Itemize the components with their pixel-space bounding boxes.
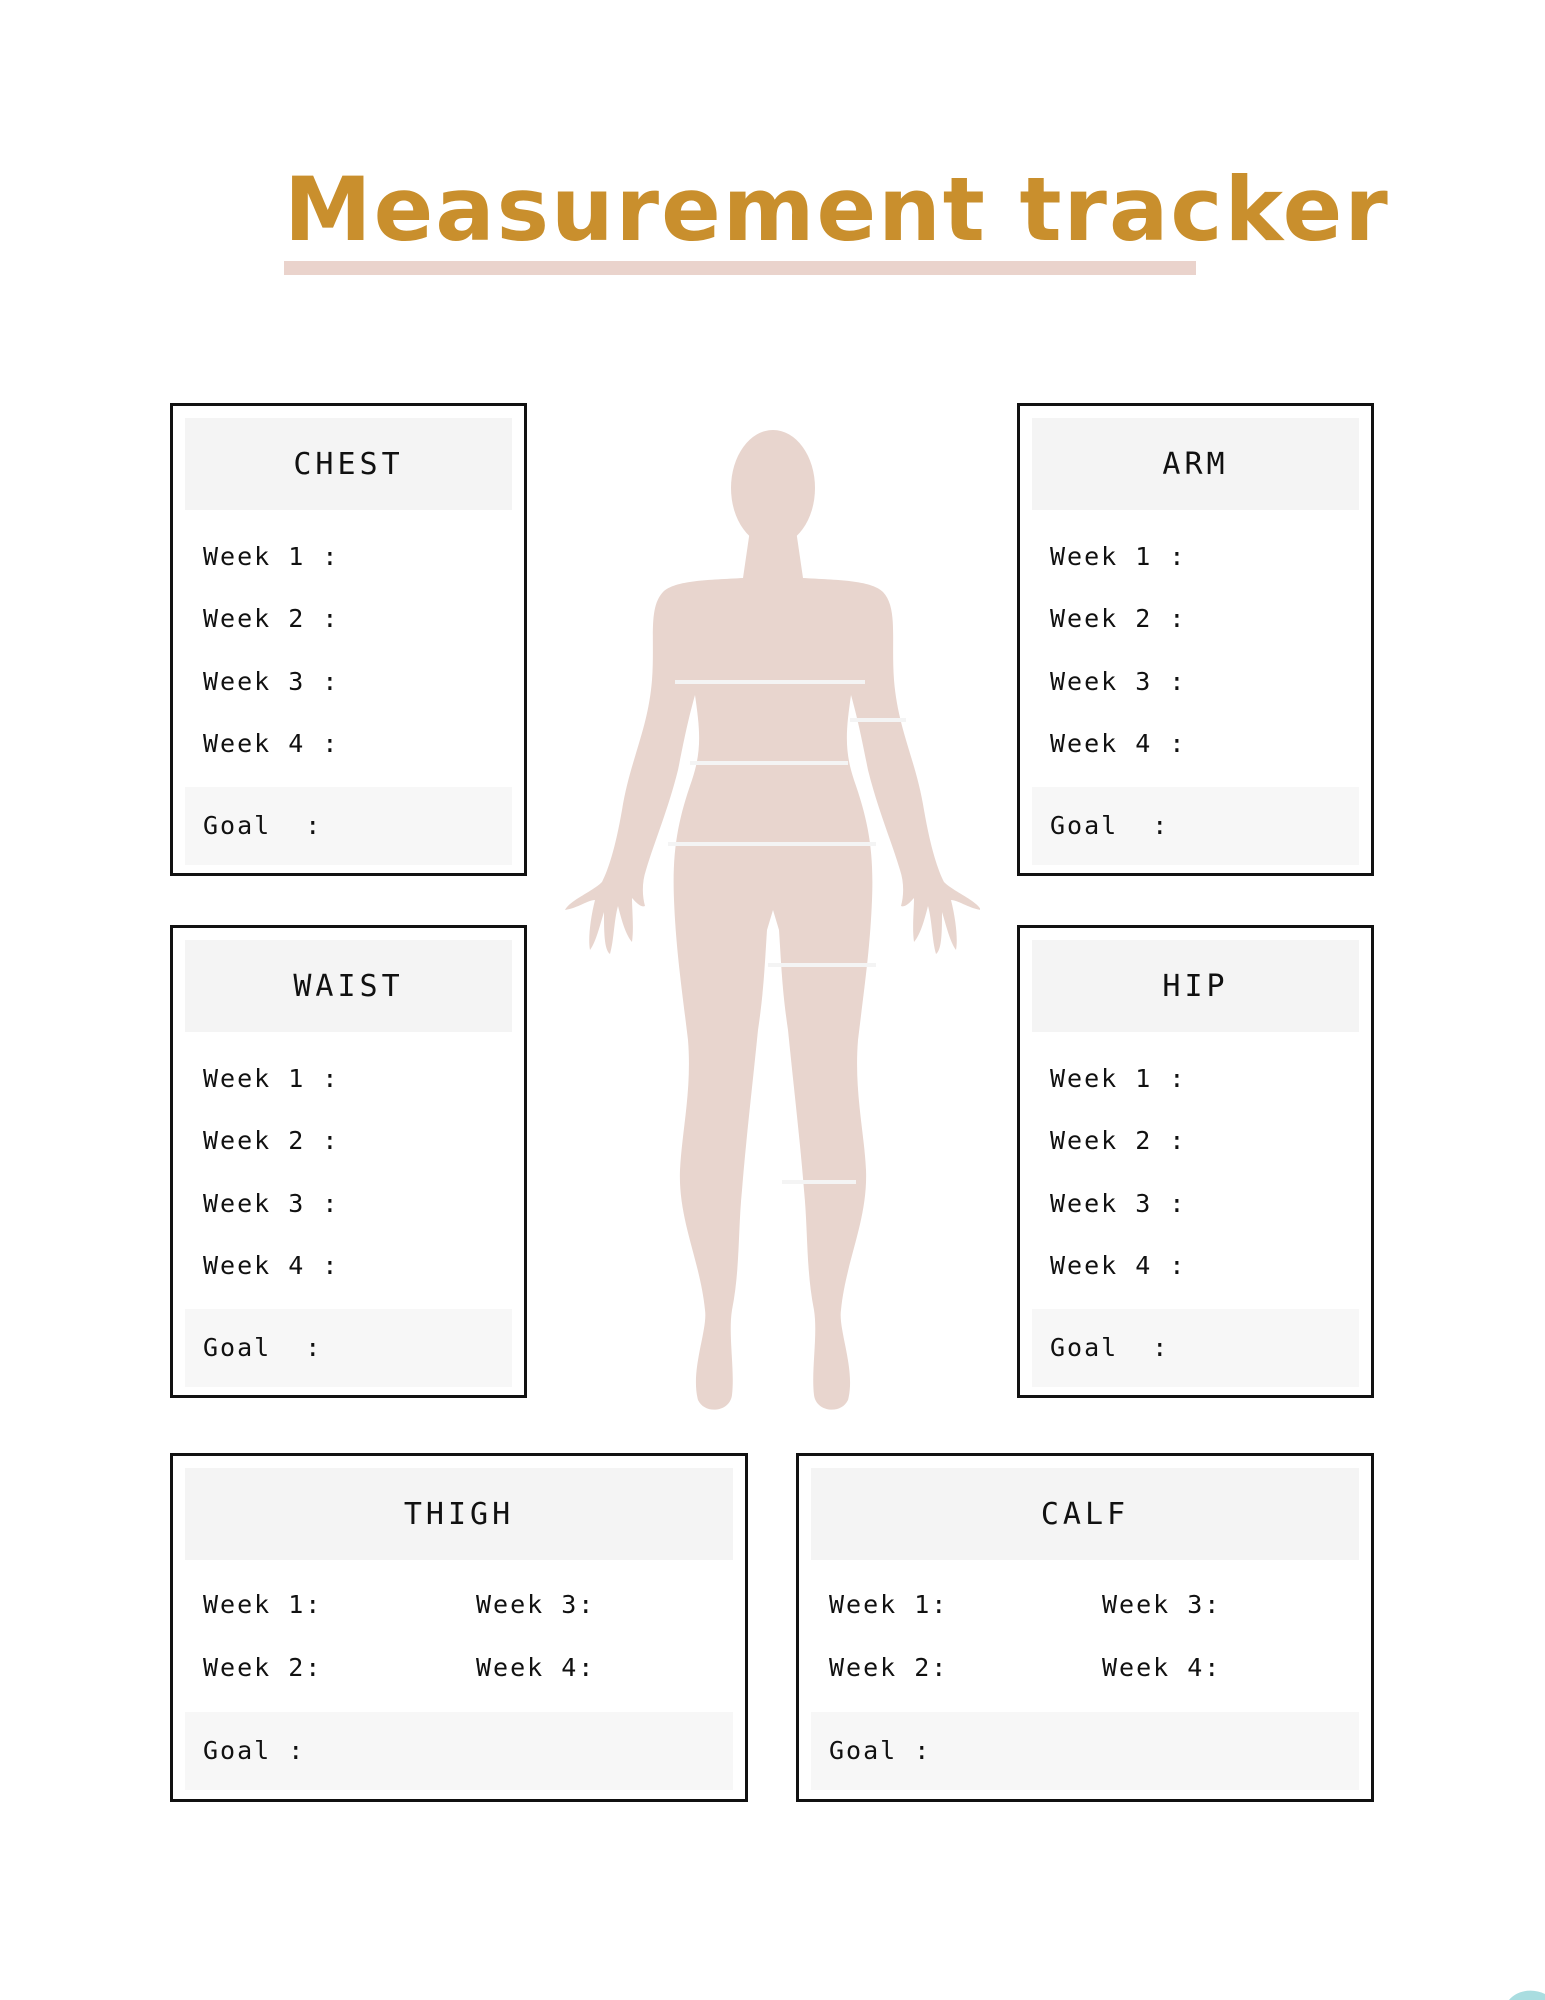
chest-goal-label: Goal : <box>203 811 323 840</box>
hip-header: HIP <box>1032 940 1359 1032</box>
arm-goal-band[interactable] <box>1032 787 1359 865</box>
calf-week-2[interactable]: Week 2: <box>829 1653 949 1682</box>
title-underline <box>284 261 1196 275</box>
hip-week-3[interactable]: Week 3 : <box>1050 1189 1187 1218</box>
hip-goal-band[interactable] <box>1032 1309 1359 1387</box>
thigh-goal-label: Goal : <box>203 1736 306 1765</box>
calf-week-4[interactable]: Week 4: <box>1102 1653 1222 1682</box>
hip-goal-label: Goal : <box>1050 1333 1170 1362</box>
hip-week-4[interactable]: Week 4 : <box>1050 1251 1187 1280</box>
thigh-week-4[interactable]: Week 4: <box>476 1653 596 1682</box>
hip-card <box>1017 925 1374 1398</box>
calf-header: CALF <box>811 1468 1359 1560</box>
hip-week-2[interactable]: Week 2 : <box>1050 1126 1187 1155</box>
corner-decoration <box>1505 1986 1545 2000</box>
arm-header: ARM <box>1032 418 1359 510</box>
calf-week-1[interactable]: Week 1: <box>829 1590 949 1619</box>
waist-card <box>170 925 527 1398</box>
chest-card <box>170 403 527 876</box>
chest-week-1[interactable]: Week 1 : <box>203 542 340 571</box>
chest-week-4[interactable]: Week 4 : <box>203 729 340 758</box>
calf-goal-label: Goal : <box>829 1736 932 1765</box>
arm-goal-label: Goal : <box>1050 811 1170 840</box>
arm-week-2[interactable]: Week 2 : <box>1050 604 1187 633</box>
chest-week-2[interactable]: Week 2 : <box>203 604 340 633</box>
waist-goal-band[interactable] <box>185 1309 512 1387</box>
thigh-week-2[interactable]: Week 2: <box>203 1653 323 1682</box>
arm-card <box>1017 403 1374 876</box>
thigh-goal-band[interactable] <box>185 1712 733 1790</box>
waist-goal-label: Goal : <box>203 1333 323 1362</box>
arm-week-4[interactable]: Week 4 : <box>1050 729 1187 758</box>
arm-week-1[interactable]: Week 1 : <box>1050 542 1187 571</box>
thigh-header: THIGH <box>185 1468 733 1560</box>
waist-week-1[interactable]: Week 1 : <box>203 1064 340 1093</box>
thigh-week-3[interactable]: Week 3: <box>476 1590 596 1619</box>
thigh-card <box>170 1453 748 1802</box>
thigh-week-1[interactable]: Week 1: <box>203 1590 323 1619</box>
chest-header: CHEST <box>185 418 512 510</box>
waist-week-4[interactable]: Week 4 : <box>203 1251 340 1280</box>
calf-card <box>796 1453 1374 1802</box>
calf-goal-band[interactable] <box>811 1712 1359 1790</box>
waist-week-2[interactable]: Week 2 : <box>203 1126 340 1155</box>
waist-header: WAIST <box>185 940 512 1032</box>
chest-goal-band[interactable] <box>185 787 512 865</box>
calf-week-3[interactable]: Week 3: <box>1102 1590 1222 1619</box>
hip-week-1[interactable]: Week 1 : <box>1050 1064 1187 1093</box>
page-title: Measurement tracker <box>284 158 1390 261</box>
waist-week-3[interactable]: Week 3 : <box>203 1189 340 1218</box>
arm-week-3[interactable]: Week 3 : <box>1050 667 1187 696</box>
chest-week-3[interactable]: Week 3 : <box>203 667 340 696</box>
human-body-silhouette-icon <box>560 430 980 1415</box>
